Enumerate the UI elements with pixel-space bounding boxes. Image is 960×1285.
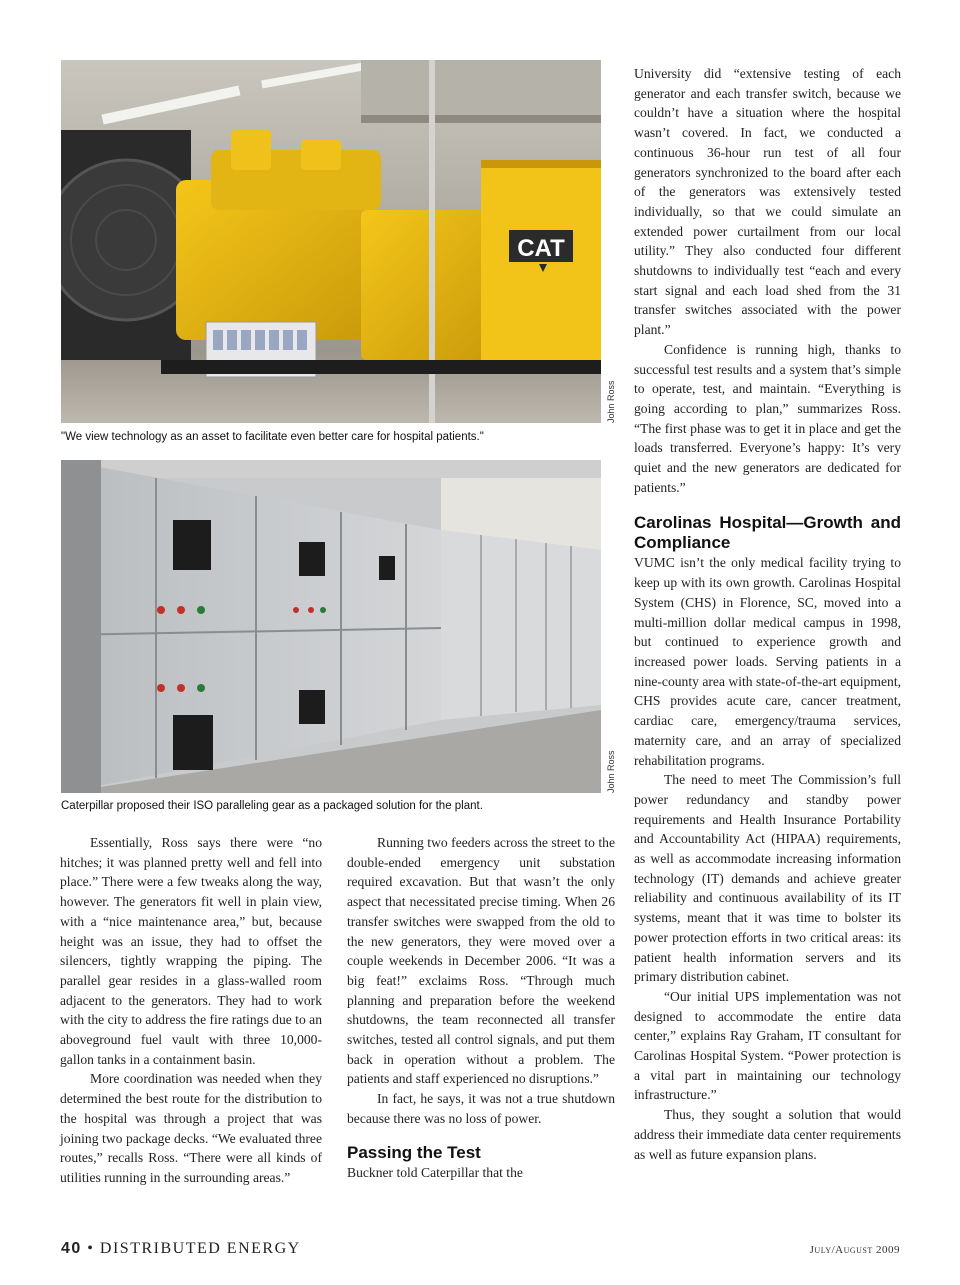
section-heading-carolinas-hospital: Carolinas Hospital—Growth and Compliance <box>634 513 901 553</box>
col2-paragraph-1: Running two feeders across the street to the double-ended emergency unit substation required excavation. But that wasn’t the only aspect that necessitated precise timing. When 26 transfer switches were swapped from the old to the new generators, they were moved over a couple weekends in December 2006. “It was a big feat!” exclaims Ross. “Through much planning and preparation before the weekend shutdowns, the team reconnected all transfer switches, tested all control signals, and put them back in operation without a problem. The patients and staff experienced no disruptions.” <box>347 835 615 1087</box>
switchgear-photo <box>61 460 601 793</box>
col3-paragraph-6: Thus, they sought a solution that would address their immediate data center requirements as well as future expansion plans. <box>634 1107 901 1162</box>
col2-paragraph-3: Buckner told Caterpillar that the <box>347 1164 523 1180</box>
col3-paragraph-1: University did “extensive testing of each generator and each transfer switch, because we couldn’t have a situation where the hospital wasn’t covered. In fact, we conducted a continuous 36-hour run test of all four generators synchronized to the board after each of the generators was extensively tested individually, so that we could simulate an extended power curtailment from our local utility.” They also conducted four different shutdowns to individually test “each and every start signal and each load shed from the 31 transfer switches associated with the power plant.” <box>634 66 901 338</box>
publication-name: DISTRIBUTED ENERGY <box>99 1240 301 1257</box>
photo2-caption: Caterpillar proposed their ISO paralleling gear as a packaged solution for the plant. <box>61 800 483 812</box>
article-column-1 <box>60 833 322 1188</box>
photo2-credit: John Ross <box>606 750 616 793</box>
col3-paragraph-4: The need to meet The Commission’s full power redundancy and standby power requirements and Health Insurance Portability and Accountability Act (HIPAA) requirements, as well as accommodate increasing information technology (IT) demands and achieve greater reliability and continuous availability of its IT systems, meant that it was time to bolster its power protection efforts in two critical areas: its patient health information servers and its primary distribution cabinet. <box>634 772 901 985</box>
footer-publication <box>61 1240 301 1258</box>
issue-date: July/August 2009 <box>809 1244 900 1256</box>
footer-bullet: • <box>87 1240 95 1257</box>
col1-paragraph-1: Essentially, Ross says there were “no hitches; it was planned pretty well and fell into place.” There were a few tweaks along the way, however. The generators fit well in plain view, with a “nice maintenance area,” but, because height was an issue, they had to offset the silencers, tightly wrapping the piping. The parallel gear resides in a glass-walled room adjacent to the generators. They had to work with the city to address the fire ratings due to an aboveground fuel vault with three 10,000-gallon tanks in a containment basin. <box>60 835 322 1067</box>
col3-paragraph-3: VUMC isn’t the only medical facility trying to keep up with its own growth. Carolinas Hospital System (CHS) in Florence, SC, moved into a multi-million dollar medical campus in 1998, but continued to experience growth and increased power loads. Serving patients in a nine-county area with state-of-the-art equipment, CHS provides acute care, cancer treatment, cardiac care, emergency/trauma services, maternity care, and an array of specialized rehabilitation programs. <box>634 555 901 768</box>
col2-paragraph-2: In fact, he says, it was not a true shutdown because there was no loss of power. <box>347 1091 615 1126</box>
article-column-2 <box>347 833 615 1182</box>
col3-paragraph-5: “Our initial UPS implementation was not designed to accommodate the entire data center,” explains Ray Graham, IT consultant for Carolinas Hospital System. “Power protection is a vital part in maintaining our technology infrastructure.” <box>634 988 901 1103</box>
col3-paragraph-2: Confidence is running high, thanks to successful test results and a system that’s simple to operate, test, and maintain. “Everything is going according to plan,” summarizes Ross. “The first phase was to get it in place and get the loads transferred. Everyone’s happy: It’s very quiet and the new generators are dedicated for patients.” <box>634 341 901 495</box>
generator-photo <box>61 60 601 423</box>
photo1-credit: John Ross <box>606 380 616 423</box>
article-column-3 <box>634 64 901 1164</box>
photo1-caption: "We view technology as an asset to facilitate even better care for hospital patients." <box>61 431 484 443</box>
section-heading-passing-the-test: Passing the Test <box>347 1142 481 1162</box>
page-number: 40 <box>61 1240 82 1257</box>
col1-paragraph-2: More coordination was needed when they determined the best route for the distribution to the hospital was through a project that was joining two package decks. “We evaluated three routes,” recalls Ross. “There were all kinds of utilities running in the surrounding areas.” <box>60 1071 322 1185</box>
cat-logo-text: CAT <box>517 235 565 262</box>
